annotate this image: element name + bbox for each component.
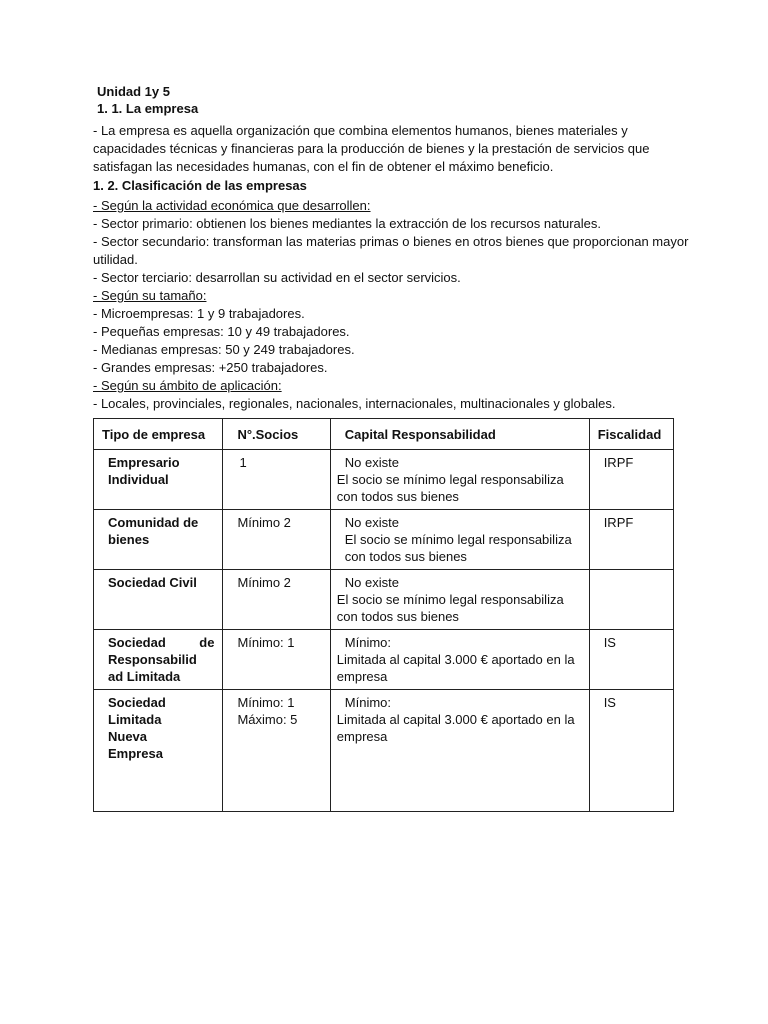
cell-socios: Mínimo 2 <box>237 575 291 590</box>
cell-fiscalidad: IRPF <box>603 455 634 470</box>
cell-fiscalidad <box>590 570 673 578</box>
list-item: - Sector secundario: transforman las materias primas o bienes en otros bienes que proporcionan mayor utilidad. <box>93 234 689 267</box>
list-item: - Sector primario: obtienen los bienes mediantes la extracción de los recursos naturales. <box>93 216 601 231</box>
cell-tipo: Sociedad Civil <box>108 575 197 590</box>
section-title-clasificacion: 1. 2. Clasificación de las empresas <box>93 178 307 193</box>
cell-capital: No existe El socio se mínimo legal responsabiliza con todos sus bienes <box>336 575 564 624</box>
list-item: - Microempresas: 1 y 9 trabajadores. <box>93 306 305 321</box>
header-capital: Capital Responsabilidad <box>330 419 589 450</box>
header-tipo: Tipo de empresa <box>94 419 223 450</box>
definition-paragraph: - La empresa es aquella organización que combina elementos humanos, bienes materiales y capacidades técnicas y financieras para la producción de bienes y la prestación de servicios que satisfagan las necesidades humanas, con el fin de obtener el máximo beneficio. <box>93 123 650 174</box>
cell-capital: No existe El socio se mínimo legal responsabiliza con todos sus bienes <box>336 455 564 504</box>
scope-heading: - Según su ámbito de aplicación: <box>93 378 282 393</box>
table-row <box>94 570 674 630</box>
list-item: - Grandes empresas: +250 trabajadores. <box>93 360 328 375</box>
cell-tipo: Sociedad de Responsabilid ad Limitada <box>108 635 215 684</box>
list-item: - Medianas empresas: 50 y 249 trabajadores. <box>93 342 355 357</box>
cell-fiscalidad: IS <box>603 635 616 650</box>
size-heading: - Según su tamaño: <box>93 288 207 303</box>
classification-list <box>93 197 693 413</box>
cell-socios: Mínimo: 1 <box>237 635 295 650</box>
header-socios: N°.Socios <box>223 419 330 450</box>
cell-tipo: Sociedad Limitada Nueva Empresa <box>108 695 166 761</box>
activity-heading: - Según la actividad económica que desarrollen: <box>93 198 371 213</box>
section-title-la-empresa: 1. 1. La empresa <box>97 101 199 116</box>
table-row <box>94 630 674 690</box>
cell-capital: Mínimo: Limitada al capital 3.000 € aportado en la empresa <box>336 695 575 744</box>
cell-capital: No existe El socio se mínimo legal responsabiliza con todos sus bienes <box>344 515 572 564</box>
table-row <box>94 690 674 812</box>
cell-socios: Mínimo 2 <box>237 515 291 530</box>
table-header-row <box>94 419 674 450</box>
cell-tipo: Comunidad de bienes <box>108 515 199 547</box>
table-row <box>94 510 674 570</box>
cell-capital: Mínimo: Limitada al capital 3.000 € aportado en la empresa <box>336 635 575 684</box>
cell-socios: Mínimo: 1 Máximo: 5 <box>237 695 298 727</box>
cell-tipo: Empresario Individual <box>108 455 180 487</box>
header-fiscalidad: Fiscalidad <box>589 419 673 450</box>
unit-title: Unidad 1y 5 <box>97 84 170 99</box>
list-item: - Pequeñas empresas: 10 y 49 trabajadores. <box>93 324 350 339</box>
table-row <box>94 450 674 510</box>
cell-fiscalidad: IRPF <box>603 515 634 530</box>
cell-socios: 1 <box>239 455 247 470</box>
company-types-table <box>93 418 674 812</box>
list-item: - Locales, provinciales, regionales, nacionales, internacionales, multinacionales y globales. <box>93 396 616 411</box>
list-item: - Sector terciario: desarrollan su actividad en el sector servicios. <box>93 270 461 285</box>
cell-fiscalidad: IS <box>603 695 616 710</box>
